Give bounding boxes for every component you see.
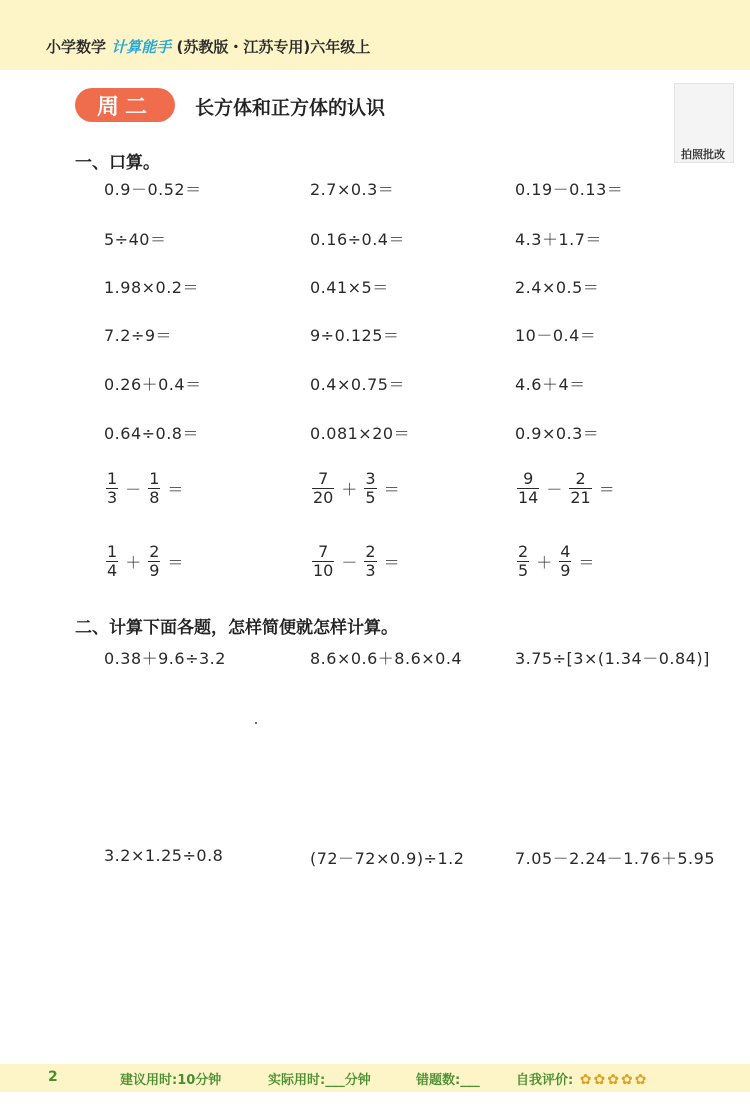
oral-problem: 0.41×5＝	[310, 278, 389, 297]
rating-stars[interactable]	[580, 1072, 647, 1088]
oral-problem: 0.64÷0.8＝	[104, 424, 199, 443]
fraction: $\frac{1}{8}$	[149, 469, 160, 507]
flower-icon[interactable]: ✿	[607, 1072, 619, 1088]
fraction-problem: $\frac{2}{5}$ ＋ $\frac{4}{9}$ ＝	[518, 542, 595, 580]
calc-problem: 3.2×1.25÷0.8	[104, 846, 224, 865]
flower-icon[interactable]: ✿	[593, 1072, 606, 1088]
section2-title: 二、计算下面各题，怎样简便就怎样计算。	[75, 618, 398, 638]
book-title-suffix: (苏教版・江苏专用)六年级上	[176, 38, 371, 56]
self-evaluation	[516, 1069, 646, 1088]
fraction: $\frac{2}{5}$	[518, 542, 529, 580]
oral-problem: 0.4×0.75＝	[310, 375, 405, 394]
oral-problem: 1.98×0.2＝	[104, 278, 199, 297]
fraction: $\frac{2}{3}$	[365, 542, 376, 580]
fraction: $\frac{4}{9}$	[560, 542, 571, 580]
fraction: $\frac{1}{4}$	[107, 542, 118, 580]
fraction-problem: $\frac{1}{3}$ － $\frac{1}{8}$ ＝	[107, 469, 184, 507]
book-title	[46, 36, 370, 57]
oral-problem: 9÷0.125＝	[310, 326, 400, 345]
fraction-problem: $\frac{1}{4}$ ＋ $\frac{2}{9}$ ＝	[107, 542, 184, 580]
fraction-problem: $\frac{7}{10}$ － $\frac{2}{3}$ ＝	[313, 542, 400, 580]
photo-grade-label[interactable]: 拍照批改	[681, 148, 725, 161]
page-number: 2	[48, 1069, 58, 1085]
fraction: $\frac{7}{20}$	[313, 469, 334, 507]
suggested-time: 建议用时:10分钟	[120, 1073, 222, 1088]
oral-problem: 2.4×0.5＝	[515, 278, 600, 297]
oral-problem: 0.9×0.3＝	[515, 424, 600, 443]
flower-icon[interactable]: ✿	[634, 1072, 647, 1088]
oral-problem: 0.26＋0.4＝	[104, 375, 202, 394]
oral-problem: 0.081×20＝	[310, 424, 411, 443]
fraction: $\frac{3}{5}$	[365, 469, 376, 507]
section1-title: 一、口算。	[75, 153, 160, 173]
flower-icon[interactable]: ✿	[620, 1072, 633, 1088]
fraction: $\frac{9}{14}$	[518, 469, 539, 507]
week-badge: 周二	[75, 88, 175, 122]
error-count: 错题数:___	[416, 1073, 480, 1088]
actual-time: 实际用时:___分钟	[268, 1073, 371, 1088]
oral-problem: 2.7×0.3＝	[310, 180, 395, 199]
oral-problem: 7.2÷9＝	[104, 326, 173, 345]
fraction-problem: $\frac{9}{14}$ － $\frac{2}{21}$ ＝	[518, 469, 615, 507]
fraction: $\frac{7}{10}$	[313, 542, 334, 580]
fraction-problem: $\frac{7}{20}$ ＋ $\frac{3}{5}$ ＝	[313, 469, 400, 507]
self-evaluation-label: 自我评价:	[516, 1073, 574, 1088]
calc-problem: 7.05－2.24－1.76＋5.95	[515, 849, 716, 868]
oral-problem: 5÷40＝	[104, 230, 167, 249]
book-title-brand: 计算能手	[111, 38, 172, 56]
oral-problem: 0.19－0.13＝	[515, 180, 624, 199]
oral-problem: 0.9－0.52＝	[104, 180, 202, 199]
book-title-prefix: 小学数学	[46, 38, 107, 56]
fraction: $\frac{1}{3}$	[107, 469, 118, 507]
calc-problem: 8.6×0.6＋8.6×0.4	[310, 649, 463, 668]
topic-title: 长方体和正方体的认识	[195, 97, 386, 119]
flower-icon[interactable]: ✿	[579, 1072, 592, 1088]
calc-problem: (72－72×0.9)÷1.2	[310, 849, 465, 868]
stray-dot	[255, 722, 257, 724]
oral-problem: 0.16÷0.4＝	[310, 230, 405, 249]
oral-problem: 4.6＋4＝	[515, 375, 586, 394]
oral-problem: 4.3＋1.7＝	[515, 230, 602, 249]
calc-problem: 0.38＋9.6÷3.2	[104, 649, 226, 668]
fraction: $\frac{2}{21}$	[570, 469, 591, 507]
header-band	[0, 0, 750, 70]
fraction: $\frac{2}{9}$	[149, 542, 160, 580]
oral-problem: 10－0.4＝	[515, 326, 597, 345]
calc-problem: 3.75÷[3×(1.34－0.84)]	[515, 649, 710, 668]
